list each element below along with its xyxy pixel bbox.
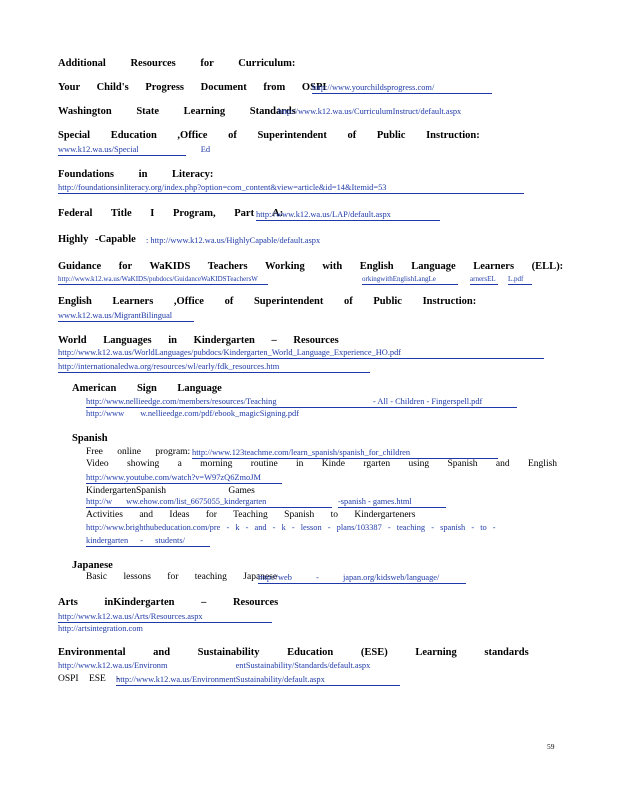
wa-standards-link[interactable]: http://www.k12.wa.us/CurriculumInstruct/default.aspx [278,107,462,116]
foundations-link[interactable]: http://foundationsinliteracy.org/index.php?option=com_content&view=article&id=14&Itemid=53 [58,184,524,194]
highly-capable-label: Highly -Capable [58,234,136,245]
spanish-label: Spanish [72,433,108,444]
ese-link-1[interactable]: http://www.k12.wa.us/Environm entSustainability/Standards/default.aspx [58,661,371,670]
world-languages-link-2[interactable]: http://internationaledwa.org/resources/wl/early/fdk_resources.htm [58,363,370,373]
ell-guidance-label: Guidance for WaKIDS Teachers Working with English Language Learners (ELL): [58,261,564,272]
spanish-link-ehow-b[interactable]: -spanish - games.html [338,498,446,508]
wa-standards-label: Washington State Learning Standards [58,106,296,117]
spanish-line5-text: Activities and Ideas for Teaching Spanish to Kindergarteners [86,510,416,520]
spanish-link-ehow-a[interactable]: http://w ww.ehow.com/list_6675055_kindergarten [86,498,332,508]
page-number: 59 [547,742,555,751]
spanish-line3-text: KindergartenSpanish Games [86,486,255,496]
ell-guidance-link-part4[interactable]: L.pdf [508,276,532,285]
arts-link-1[interactable]: http://www.k12.wa.us/Arts/Resources.aspx [58,613,272,623]
spanish-link-youtube[interactable]: http://www.youtube.com/watch?v=W97zQ6ZmoJM [86,474,282,484]
japanese-link[interactable]: http://web - japan.org/kidsweb/language/ [258,574,466,584]
special-ed-label: Special Education ,Office of Superintendent of Public Instruction: [58,130,480,141]
heading: Additional Resources for Curriculum: [58,58,296,69]
world-languages-label: World Languages in Kindergarten – Resources [58,335,339,346]
ese-ospi-label: OSPI ESE - [58,674,120,684]
ell-guidance-link-part3[interactable]: arnersEL [470,276,498,285]
arts-link-2[interactable]: http://artsintegration.com [58,624,143,633]
ell-guidance-link-part1[interactable]: http://www.k12.wa.us/WaKIDS/pubdocs/GuidanceWaKIDSTeachersW [58,276,268,285]
highly-capable-link[interactable]: : http://www.k12.wa.us/HighlyCapable/default.aspx [146,236,321,245]
asl-link-2[interactable]: http://www w.nellieedge.com/pdf/ebook_magicSigning.pdf [86,409,300,418]
asl-label: American Sign Language [72,383,222,394]
arts-label: Arts inKindergarten – Resources [58,597,279,608]
foundations-label: Foundations in Literacy: [58,169,214,180]
spanish-link-123teachme[interactable]: http://www.123teachme.com/learn_spanish/spanish_for_children [192,449,498,459]
ell-office-label: English Learners ,Office of Superintendent of Public Instruction: [58,296,477,307]
spanish-line2-text: Video showing a morning routine in Kinde rgarten using Spanish and English [86,459,558,469]
progress-label: Your Child's Progress Document from OSPI [58,82,327,93]
spanish-line1-text: Free online program: [86,447,191,457]
spanish-link-brighthub-cont[interactable]: kindergarten - students/ [86,537,210,547]
japanese-label: Japanese [72,560,113,571]
title1-link[interactable]: http://www.k12.wa.us/LAP/default.aspx [256,211,440,221]
spanish-link-brighthub[interactable]: http://www.brighthubeducation.com/pre - k - and - k - lesson - plans/103387 - teaching - spanish - to - [86,523,496,532]
ese-label: Environmental and Sustainability Education (ESE) Learning standards [58,647,529,658]
ell-office-link[interactable]: www.k12.wa.us/MigrantBilingual [58,312,194,322]
asl-link-1b[interactable]: - All - Children - Fingerspell.pdf [373,398,517,408]
title1-label: Federal Title I Program, Part A: [58,208,284,219]
progress-link[interactable]: http://www.yourchildsprogress.com/ [312,84,492,94]
special-ed-link[interactable]: www.k12.wa.us/Special Ed [58,146,186,156]
ell-guidance-link-part2[interactable]: orkingwithEnglishLangLe [362,276,458,285]
asl-link-1a[interactable]: http://www.nellieedge.com/members/resources/Teaching [86,398,373,408]
world-languages-link-1[interactable]: http://www.k12.wa.us/WorldLanguages/pubdocs/Kindergarten_World_Language_Experience_HO.pdf [58,349,544,359]
ese-link-2[interactable]: http://www.k12.wa.us/EnvironmentSustainability/default.aspx [116,676,400,686]
japanese-text: Basic lessons for teaching Japanese [86,572,278,582]
